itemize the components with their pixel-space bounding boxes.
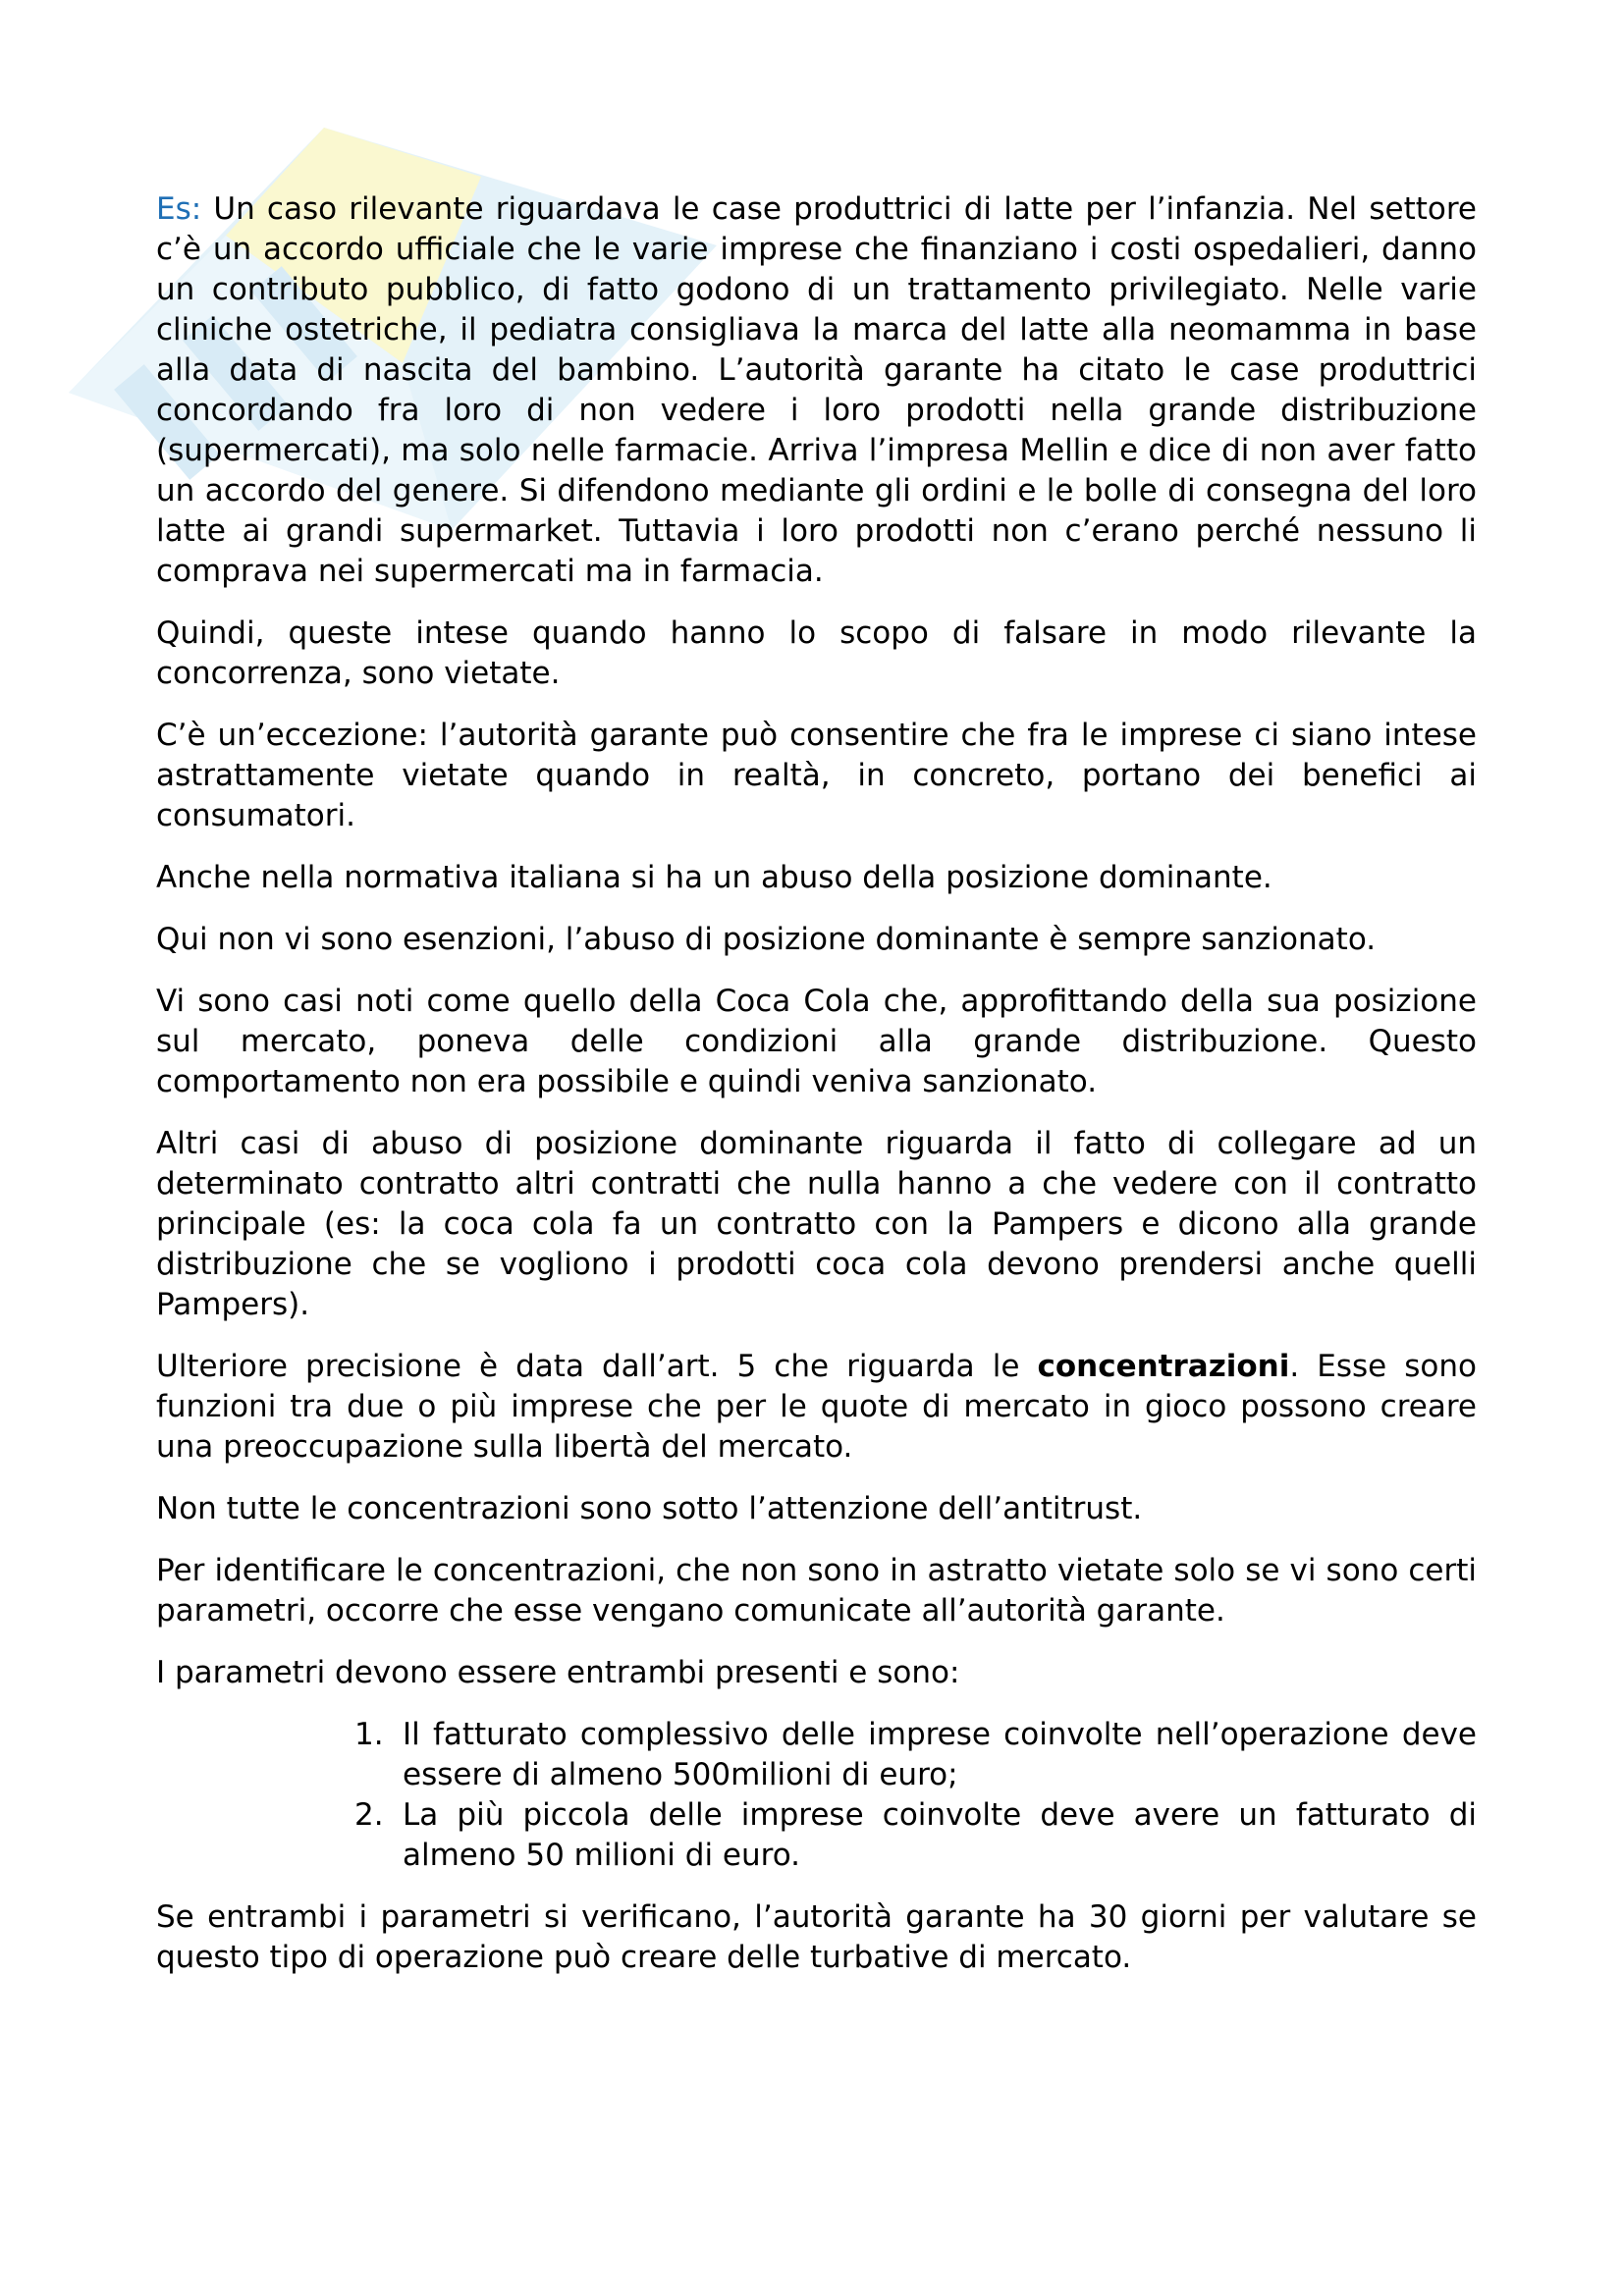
paragraph: I parametri devono essere entrambi presenti e sono: [156,1655,960,1690]
paragraph: Quindi, queste intese quando hanno lo scopo di falsare in modo rilevante la concorrenza, sono vietate. [156,615,1477,691]
paragraph-text: Ulteriore precisione è data dall’art. 5 che riguarda le [156,1349,1038,1384]
paragraph: Non tutte le concentrazioni sono sotto l’attenzione dell’antitrust. [156,1491,1143,1526]
paragraph: Vi sono casi noti come quello della Coca Cola che, approfittando della sua posizione sul mercato, poneva delle condizioni alla grande distribuzione. Questo comportamento non era possibile e quindi veniva sanzionato. [156,984,1477,1099]
paragraph-text: . Esse sono funzioni tra due o più imprese che per le quote di mercato in gioco possono creare una preoccupazione sulla libertà del mercato. [156,1349,1477,1465]
parameters-list [156,1715,1477,1876]
list-item-text: Il fatturato complessivo delle imprese coinvolte nell’operazione deve essere di almeno 500milioni di euro; [403,1717,1477,1792]
paragraph-text: Un caso rilevante riguardava le case produttrici di latte per l’infanzia. Nel settore c’è un accordo ufficiale che le varie imprese che finanziano i costi ospedalieri, danno un contributo pubblico, di fatto godono di un trattamento privilegiato. Nelle varie cliniche ostetriche, il pediatra consigliava la marca del latte alla neomamma in base alla data di nascita del bambino. L’autorità garante ha citato le case produttrici concordando fra loro di non vedere i loro prodotti nella grande distribuzione (supermercati), ma solo nelle farmacie. Arriva l’impresa Mellin e dice di non aver fatto un accordo del genere. Si difendono mediante gli ordini e le bolle di consegna del loro latte ai grandi supermarket. Tuttavia i loro prodotti non c’erano perché nessuno li comprava nei supermercati ma in farmacia. [156,191,1477,589]
list-item [354,1795,1477,1876]
list-item-text: La più piccola delle imprese coinvolte deve avere un fatturato di almeno 50 milioni di euro. [403,1797,1477,1873]
paragraph: Altri casi di abuso di posizione dominante riguarda il fatto di collegare ad un determinato contratto altri contratti che nulla hanno a che vedere con il contratto principale (es: la coca cola fa un contratto con la Pampers e dicono alla grande distribuzione che se vogliono i prodotti coca cola devono prendersi anche quelli Pampers). [156,1126,1477,1322]
closing-paragraph: Se entrambi i parametri si verificano, l’autorità garante ha 30 giorni per valutare se questo tipo di operazione può creare delle turbative di mercato. [156,1899,1477,1975]
paragraph: C’è un’eccezione: l’autorità garante può consentire che fra le imprese ci siano intese astrattamente vietate quando in realtà, in concreto, portano dei benefici ai consumatori. [156,718,1477,833]
document-body [156,189,1477,2000]
list-number: 1. [354,1717,384,1752]
bold-term: concentrazioni [1037,1349,1290,1384]
list-number: 2. [354,1797,384,1833]
paragraph-concentrazioni [156,1347,1477,1468]
list-item [354,1715,1477,1795]
paragraph-example [156,189,1477,592]
example-label: Es: [156,191,202,227]
paragraph: Anche nella normativa italiana si ha un abuso della posizione dominante. [156,860,1272,895]
paragraph: Qui non vi sono esenzioni, l’abuso di posizione dominante è sempre sanzionato. [156,922,1377,957]
paragraph: Per identificare le concentrazioni, che non sono in astratto vietate solo se vi sono certi parametri, occorre che esse vengano comunicate all’autorità garante. [156,1553,1477,1629]
